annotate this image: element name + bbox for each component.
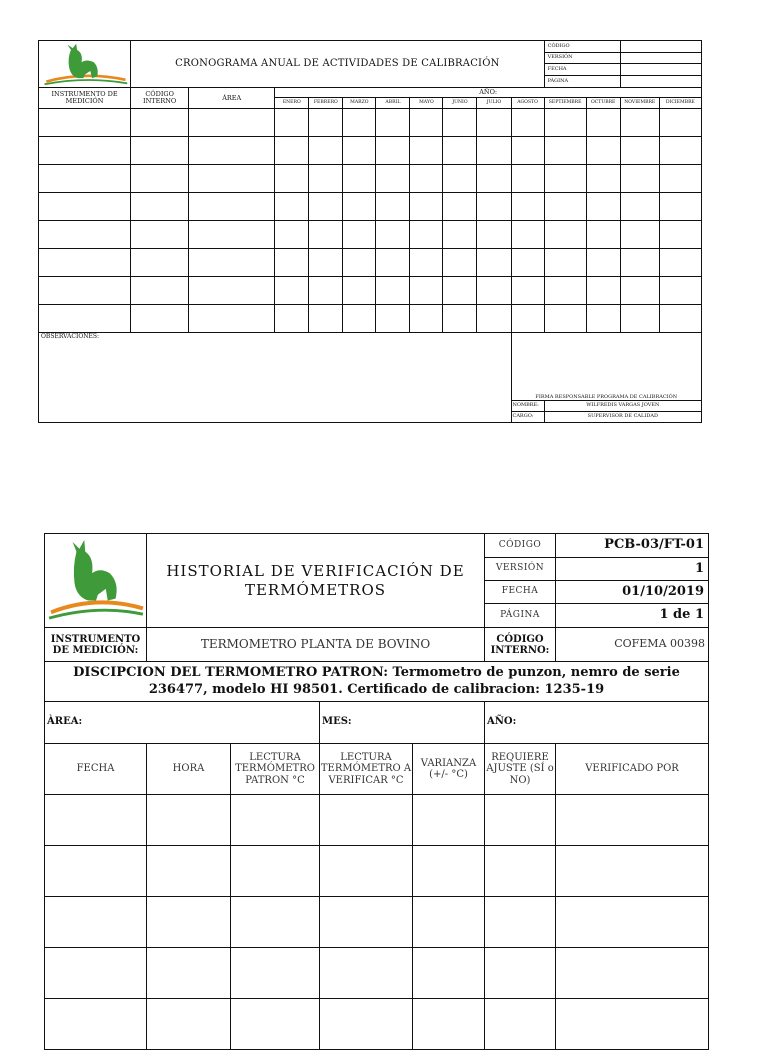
col-hora: HORA <box>147 744 231 795</box>
schedule-cell[interactable] <box>275 221 309 249</box>
schedule-cell[interactable] <box>477 277 511 305</box>
month-header: ABRIL <box>376 98 410 109</box>
schedule-cell[interactable] <box>477 193 511 221</box>
schedule-cell[interactable] <box>620 137 659 165</box>
schedule-cell[interactable] <box>309 193 343 221</box>
schedule-cell[interactable] <box>376 109 410 137</box>
verification-cell[interactable] <box>485 846 556 897</box>
verification-cell[interactable] <box>556 846 709 897</box>
schedule-cell[interactable] <box>39 193 131 221</box>
schedule-cell[interactable] <box>443 277 477 305</box>
schedule-cell[interactable] <box>586 305 620 333</box>
schedule-cell[interactable] <box>376 249 410 277</box>
schedule-cell[interactable] <box>544 165 586 193</box>
cargo-value: SUPERVISOR DE CALIDAD <box>544 412 701 423</box>
schedule-cell[interactable] <box>275 165 309 193</box>
schedule-cell[interactable] <box>659 165 701 193</box>
schedule-cell[interactable] <box>39 137 131 165</box>
observaciones-field[interactable] <box>39 333 512 423</box>
schedule-cell[interactable] <box>131 165 189 193</box>
schedule-cell[interactable] <box>410 305 443 333</box>
schedule-cell[interactable] <box>131 221 189 249</box>
schedule-cell[interactable] <box>343 137 376 165</box>
schedule-cell[interactable] <box>443 305 477 333</box>
schedule-cell[interactable] <box>511 305 544 333</box>
schedule-cell[interactable] <box>586 137 620 165</box>
schedule-cell[interactable] <box>131 249 189 277</box>
schedule-cell[interactable] <box>275 305 309 333</box>
anio-field[interactable] <box>485 702 709 744</box>
schedule-cell[interactable] <box>443 165 477 193</box>
verification-cell[interactable] <box>231 999 320 1050</box>
form2-pagina-value: 1 de 1 <box>556 604 709 628</box>
verification-cell[interactable] <box>556 948 709 999</box>
schedule-cell[interactable] <box>544 305 586 333</box>
schedule-cell[interactable] <box>443 221 477 249</box>
schedule-row <box>39 165 702 193</box>
schedule-cell[interactable] <box>343 193 376 221</box>
schedule-cell[interactable] <box>131 109 189 137</box>
schedule-cell[interactable] <box>544 221 586 249</box>
schedule-cell[interactable] <box>410 193 443 221</box>
schedule-cell[interactable] <box>443 249 477 277</box>
schedule-cell[interactable] <box>511 193 544 221</box>
col-fecha: FECHA <box>45 744 147 795</box>
codigo-interno-header: CÓDIGO INTERNO <box>131 88 189 109</box>
form1-version-value[interactable] <box>620 53 701 64</box>
schedule-cell[interactable] <box>659 137 701 165</box>
month-header: AGOSTO <box>511 98 544 109</box>
verification-cell[interactable] <box>320 795 413 846</box>
col-varianza: VARIANZA (+/- °C) <box>413 744 485 795</box>
form1-pagina-label: PÁGINA <box>544 76 620 88</box>
verification-cell[interactable] <box>45 795 147 846</box>
verification-row <box>45 846 709 897</box>
schedule-row <box>39 249 702 277</box>
schedule-cell[interactable] <box>275 277 309 305</box>
verification-cell[interactable] <box>485 897 556 948</box>
schedule-cell[interactable] <box>410 221 443 249</box>
verification-cell[interactable] <box>45 948 147 999</box>
verification-cell[interactable] <box>413 846 485 897</box>
form1-fecha-label: FECHA <box>544 64 620 76</box>
form2-version-label: VERSIÓN <box>485 558 556 581</box>
firma-label: FIRMA RESPONSABLE PROGRAMA DE CALIBRACIÓN <box>535 393 678 400</box>
month-header: ENERO <box>275 98 309 109</box>
form2-version-value: 1 <box>556 558 709 581</box>
form2-title: HISTORIAL DE VERIFICACIÓN DE TERMÓMETROS <box>147 534 485 628</box>
schedule-cell[interactable] <box>620 221 659 249</box>
verification-cell[interactable] <box>147 948 231 999</box>
schedule-cell[interactable] <box>544 193 586 221</box>
logo-cell-2 <box>45 534 147 628</box>
firma-field[interactable] <box>511 333 702 401</box>
verification-cell[interactable] <box>320 948 413 999</box>
nombre-label: NOMBRE: <box>511 401 544 412</box>
verification-cell[interactable] <box>413 897 485 948</box>
schedule-cell[interactable] <box>275 109 309 137</box>
schedule-cell[interactable] <box>477 137 511 165</box>
schedule-cell[interactable] <box>477 221 511 249</box>
form2-codigo-label: CÓDIGO <box>485 534 556 558</box>
month-header: FEBRERO <box>309 98 343 109</box>
schedule-cell[interactable] <box>343 305 376 333</box>
schedule-cell[interactable] <box>309 109 343 137</box>
observaciones-label: OBSERVACIONES: <box>41 333 100 340</box>
month-header: JUNIO <box>443 98 477 109</box>
schedule-cell[interactable] <box>410 277 443 305</box>
schedule-cell[interactable] <box>309 165 343 193</box>
schedule-cell[interactable] <box>376 305 410 333</box>
nombre-value: WILFREDIS VARGAS JOVEN <box>544 401 701 412</box>
instrumento-value: TERMOMETRO PLANTA DE BOVINO <box>147 628 485 662</box>
patron-description: DISCIPCION DEL TERMOMETRO PATRON: Termometro de punzon, nemro de serie 236477, modelo HI 98501. Certificado de calibracion: 1235-19 <box>45 662 709 702</box>
verification-row <box>45 795 709 846</box>
schedule-cell[interactable] <box>410 249 443 277</box>
verification-cell[interactable] <box>556 795 709 846</box>
schedule-cell[interactable] <box>39 109 131 137</box>
schedule-cell[interactable] <box>586 165 620 193</box>
schedule-cell[interactable] <box>189 221 275 249</box>
schedule-cell[interactable] <box>343 221 376 249</box>
area-field[interactable] <box>45 702 320 744</box>
schedule-row <box>39 193 702 221</box>
verification-cell[interactable] <box>413 999 485 1050</box>
schedule-cell[interactable] <box>309 221 343 249</box>
verification-cell[interactable] <box>556 897 709 948</box>
verification-cell[interactable] <box>413 795 485 846</box>
schedule-cell[interactable] <box>443 193 477 221</box>
schedule-cell[interactable] <box>511 137 544 165</box>
schedule-cell[interactable] <box>544 277 586 305</box>
schedule-cell[interactable] <box>39 277 131 305</box>
thermometer-verification-table <box>44 533 709 1050</box>
schedule-cell[interactable] <box>131 193 189 221</box>
form2-codigo-value: PCB-03/FT-01 <box>556 534 709 558</box>
month-header: MARZO <box>343 98 376 109</box>
schedule-cell[interactable] <box>659 193 701 221</box>
schedule-cell[interactable] <box>659 109 701 137</box>
schedule-row <box>39 277 702 305</box>
schedule-cell[interactable] <box>477 249 511 277</box>
verification-row <box>45 897 709 948</box>
verification-cell[interactable] <box>45 897 147 948</box>
schedule-cell[interactable] <box>39 165 131 193</box>
form2-fecha-label: FECHA <box>485 581 556 604</box>
schedule-cell[interactable] <box>275 249 309 277</box>
verification-cell[interactable] <box>147 846 231 897</box>
col-lectura-verificar: LECTURA TERMÓMETRO A VERIFICAR °C <box>320 744 413 795</box>
logo-cell <box>39 41 131 88</box>
schedule-cell[interactable] <box>410 165 443 193</box>
schedule-cell[interactable] <box>131 305 189 333</box>
schedule-cell[interactable] <box>620 277 659 305</box>
schedule-cell[interactable] <box>477 305 511 333</box>
verification-cell[interactable] <box>147 999 231 1050</box>
month-header: OCTUBRE <box>586 98 620 109</box>
schedule-cell[interactable] <box>620 249 659 277</box>
schedule-cell[interactable] <box>620 305 659 333</box>
thermometer-verification-form <box>44 533 708 1050</box>
form2-fecha-value: 01/10/2019 <box>556 581 709 604</box>
schedule-cell[interactable] <box>376 221 410 249</box>
schedule-cell[interactable] <box>659 277 701 305</box>
verification-cell[interactable] <box>45 999 147 1050</box>
schedule-cell[interactable] <box>275 137 309 165</box>
anio-header: AÑO: <box>275 88 702 98</box>
col-verificado: VERIFICADO POR <box>556 744 709 795</box>
schedule-cell[interactable] <box>275 193 309 221</box>
schedule-cell[interactable] <box>309 305 343 333</box>
schedule-cell[interactable] <box>511 221 544 249</box>
schedule-cell[interactable] <box>544 137 586 165</box>
form2-pagina-label: PÁGINA <box>485 604 556 628</box>
schedule-cell[interactable] <box>511 249 544 277</box>
schedule-cell[interactable] <box>586 221 620 249</box>
schedule-cell[interactable] <box>477 109 511 137</box>
form1-fecha-value[interactable] <box>620 64 701 76</box>
verification-cell[interactable] <box>320 897 413 948</box>
schedule-cell[interactable] <box>410 109 443 137</box>
schedule-cell[interactable] <box>586 277 620 305</box>
month-header: DICIEMBRE <box>659 98 701 109</box>
schedule-cell[interactable] <box>544 109 586 137</box>
codigo-interno-value: COFEMA 00398 <box>556 628 709 662</box>
form1-version-label: VERSIÓN <box>544 53 620 64</box>
schedule-cell[interactable] <box>376 193 410 221</box>
schedule-cell[interactable] <box>511 109 544 137</box>
schedule-cell[interactable] <box>189 165 275 193</box>
mes-label: MES: <box>322 716 352 727</box>
schedule-cell[interactable] <box>189 193 275 221</box>
schedule-cell[interactable] <box>511 277 544 305</box>
verification-cell[interactable] <box>231 846 320 897</box>
schedule-row <box>39 109 702 137</box>
schedule-cell[interactable] <box>586 193 620 221</box>
area-header: ÁREA <box>189 88 275 109</box>
schedule-cell[interactable] <box>39 305 131 333</box>
schedule-cell[interactable] <box>376 137 410 165</box>
schedule-cell[interactable] <box>309 249 343 277</box>
month-header: SEPTIEMBRE <box>544 98 586 109</box>
verification-cell[interactable] <box>485 948 556 999</box>
schedule-cell[interactable] <box>376 165 410 193</box>
schedule-cell[interactable] <box>511 165 544 193</box>
mes-field[interactable] <box>320 702 485 744</box>
schedule-cell[interactable] <box>343 249 376 277</box>
schedule-row <box>39 221 702 249</box>
schedule-cell[interactable] <box>131 277 189 305</box>
col-lectura-patron: LECTURA TERMÓMETRO PATRON °C <box>231 744 320 795</box>
verification-cell[interactable] <box>45 846 147 897</box>
cargo-label: CARGO: <box>511 412 544 423</box>
schedule-cell[interactable] <box>39 249 131 277</box>
form1-codigo-value[interactable] <box>620 41 701 53</box>
verification-cell[interactable] <box>231 795 320 846</box>
schedule-cell[interactable] <box>189 305 275 333</box>
schedule-cell[interactable] <box>309 277 343 305</box>
schedule-cell[interactable] <box>586 249 620 277</box>
schedule-cell[interactable] <box>443 109 477 137</box>
verification-cell[interactable] <box>413 948 485 999</box>
schedule-cell[interactable] <box>477 165 511 193</box>
instrumento-header: INSTRUMENTO DE MEDICIÓN <box>39 88 131 109</box>
schedule-row <box>39 305 702 333</box>
schedule-cell[interactable] <box>620 109 659 137</box>
verification-cell[interactable] <box>147 795 231 846</box>
schedule-cell[interactable] <box>620 193 659 221</box>
verification-row <box>45 948 709 999</box>
verification-cell[interactable] <box>147 897 231 948</box>
verification-cell[interactable] <box>485 999 556 1050</box>
verification-row <box>45 999 709 1050</box>
schedule-cell[interactable] <box>343 109 376 137</box>
schedule-cell[interactable] <box>376 277 410 305</box>
schedule-cell[interactable] <box>659 249 701 277</box>
schedule-cell[interactable] <box>343 277 376 305</box>
form1-codigo-label: CÓDIGO <box>544 41 620 53</box>
verification-cell[interactable] <box>231 897 320 948</box>
company-logo-icon <box>41 41 129 87</box>
instrumento-label: INSTRUMENTO DE MEDICIÓN: <box>45 628 147 662</box>
company-logo-icon <box>47 538 145 624</box>
area-label: ÀREA: <box>47 716 83 727</box>
schedule-cell[interactable] <box>443 137 477 165</box>
schedule-cell[interactable] <box>189 249 275 277</box>
col-ajuste: REQUIERE AJUSTE (SÍ o NO) <box>485 744 556 795</box>
verification-cell[interactable] <box>556 999 709 1050</box>
form1-pagina-value[interactable] <box>620 76 701 88</box>
verification-cell[interactable] <box>320 846 413 897</box>
form1-title: CRONOGRAMA ANUAL DE ACTIVIDADES DE CALIBRACIÓN <box>131 41 545 88</box>
schedule-cell[interactable] <box>410 137 443 165</box>
schedule-cell[interactable] <box>189 109 275 137</box>
month-header: MAYO <box>410 98 443 109</box>
anio-label: AÑO: <box>487 716 517 727</box>
schedule-row <box>39 137 702 165</box>
schedule-cell[interactable] <box>544 249 586 277</box>
schedule-cell[interactable] <box>659 221 701 249</box>
verification-cell[interactable] <box>231 948 320 999</box>
schedule-cell[interactable] <box>39 221 131 249</box>
calibration-schedule-table <box>38 40 702 423</box>
schedule-cell[interactable] <box>586 109 620 137</box>
verification-cell[interactable] <box>485 795 556 846</box>
month-header: NOVIEMBRE <box>620 98 659 109</box>
verification-cell[interactable] <box>320 999 413 1050</box>
schedule-cell[interactable] <box>309 137 343 165</box>
schedule-cell[interactable] <box>659 305 701 333</box>
schedule-cell[interactable] <box>189 277 275 305</box>
codigo-interno-label: CÓDIGO INTERNO: <box>485 628 556 662</box>
month-header: JULIO <box>477 98 511 109</box>
schedule-cell[interactable] <box>343 165 376 193</box>
schedule-cell[interactable] <box>189 137 275 165</box>
schedule-cell[interactable] <box>620 165 659 193</box>
calibration-schedule-form <box>38 40 702 423</box>
schedule-cell[interactable] <box>131 137 189 165</box>
